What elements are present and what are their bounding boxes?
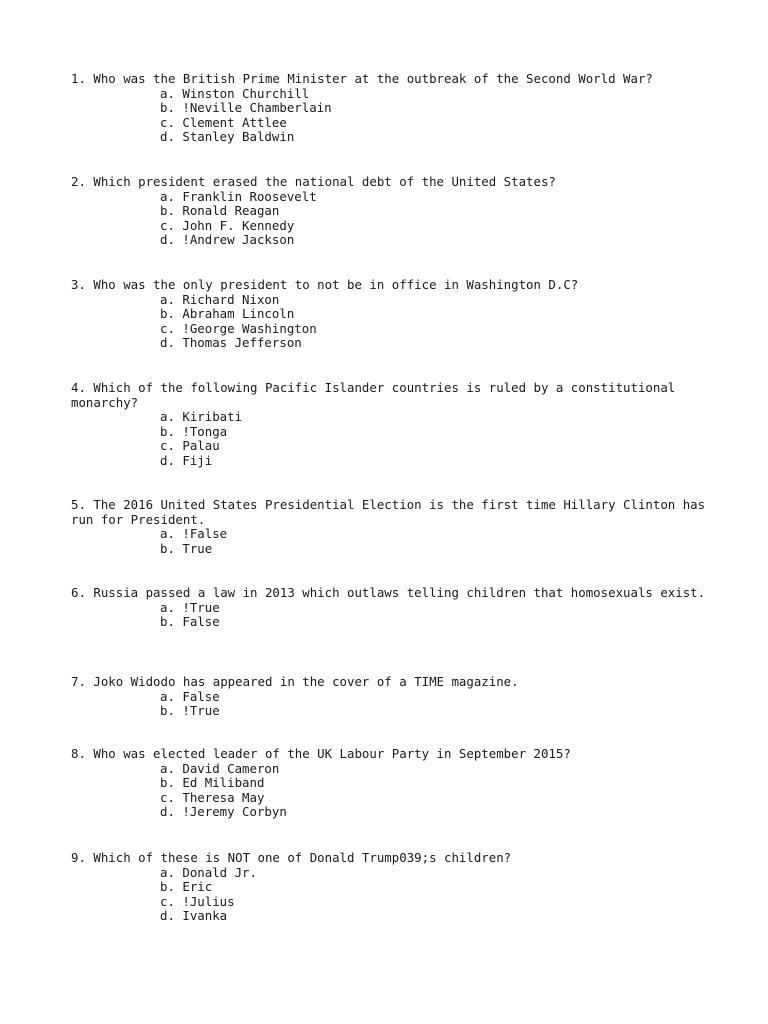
question-7 (71, 675, 711, 719)
question-9 (71, 851, 711, 924)
option-a: a. Kiribati (160, 409, 243, 425)
option-d: d. !Andrew Jackson (160, 232, 295, 248)
option-c: c. Theresa May (160, 789, 265, 805)
question-3 (71, 278, 711, 351)
option-a: a. Donald Jr. (160, 864, 257, 880)
option-b: b. Abraham Lincoln (160, 306, 295, 322)
option-a: a. Franklin Roosevelt (160, 188, 317, 204)
option-b: b. !Neville Chamberlain (160, 100, 332, 116)
option-b: b. True (160, 540, 213, 556)
option-c: c. Clement Attlee (160, 114, 287, 130)
option-b: b. !Tonga (160, 423, 228, 439)
question-text: 6. Russia passed a law in 2013 which outlaws telling children that homosexuals exist. (71, 585, 706, 600)
option-d: d. Fiji (160, 452, 213, 468)
option-c: c. Palau (160, 438, 220, 454)
option-d: d. Stanley Baldwin (160, 129, 295, 145)
option-b: b. !True (160, 703, 220, 719)
option-d: d. Thomas Jefferson (160, 335, 302, 351)
option-c: c. !Julius (160, 893, 235, 909)
question-text: 5. The 2016 United States Presidential Election is the first time Hillary Clinton has run for President. (71, 497, 713, 527)
option-a: a. Richard Nixon (160, 291, 280, 307)
option-a: a. Winston Churchill (160, 85, 310, 101)
option-b: b. Ronald Reagan (160, 203, 280, 219)
question-text: 9. Which of these is NOT one of Donald Trump039;s children? (71, 850, 512, 865)
question-text: 7. Joko Widodo has appeared in the cover of a TIME magazine. (71, 674, 519, 689)
option-b: b. False (160, 614, 220, 630)
question-text: 8. Who was elected leader of the UK Labour Party in September 2015? (71, 746, 571, 761)
option-d: d. !Jeremy Corbyn (160, 804, 287, 820)
question-4 (71, 381, 711, 469)
question-6 (71, 586, 711, 630)
option-b: b. Ed Miliband (160, 775, 265, 791)
option-c: c. !George Washington (160, 320, 317, 336)
option-a: a. David Cameron (160, 760, 280, 776)
option-b: b. Eric (160, 879, 213, 895)
option-a: a. False (160, 688, 220, 704)
question-1 (71, 72, 711, 145)
option-c: c. John F. Kennedy (160, 217, 295, 233)
question-2 (71, 175, 711, 248)
question-5 (71, 498, 711, 556)
question-text: 4. Which of the following Pacific Islander countries is ruled by a constitutional monarchy? (71, 380, 683, 410)
option-d: d. Ivanka (160, 908, 228, 924)
question-text: 1. Who was the British Prime Minister at the outbreak of the Second World War? (71, 71, 653, 86)
question-8 (71, 747, 711, 820)
question-text: 3. Who was the only president to not be in office in Washington D.C? (71, 277, 579, 292)
option-a: a. !True (160, 599, 220, 615)
question-text: 2. Which president erased the national debt of the United States? (71, 174, 556, 189)
option-a: a. !False (160, 526, 228, 542)
